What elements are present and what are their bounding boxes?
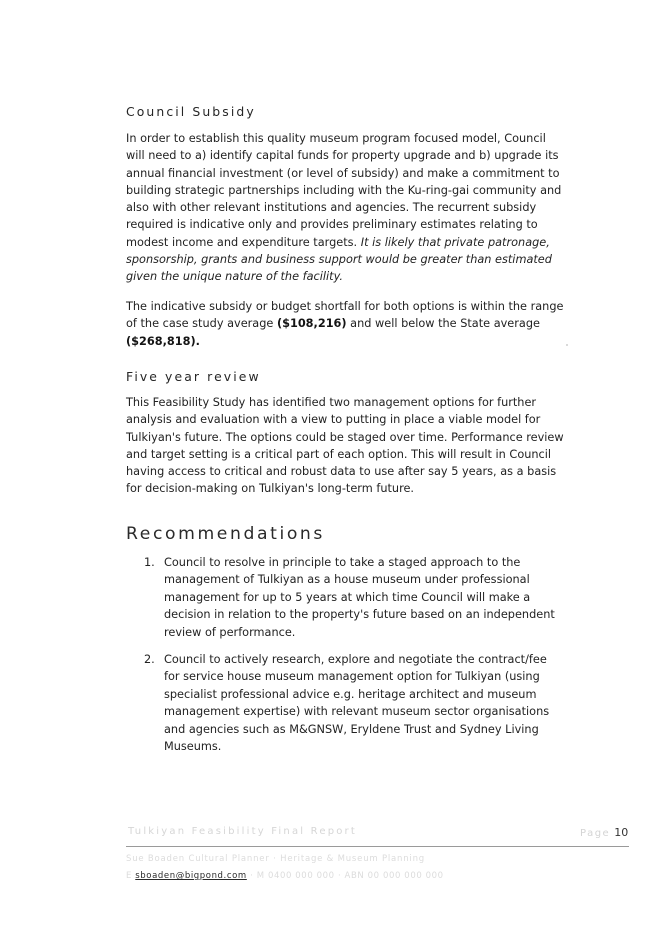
footer-divider (126, 846, 629, 847)
paragraph-italic-text: It is likely that private patronage, sponsorship, grants and business support would be greater than estimated given the unique nature of the facility. (126, 235, 552, 284)
section-heading-five-year-review: Five year review (126, 369, 261, 384)
footer-email-link[interactable]: sboaden@bigpond.com (135, 871, 247, 881)
state-average-value: ($268,818). (126, 334, 200, 348)
recommendation-number: 1. (144, 556, 155, 569)
recommendation-item-2 (126, 651, 566, 757)
footer-author-line: Sue Boaden Cultural Planner · Heritage & Museum Planning (126, 854, 425, 864)
recommendation-text: Council to actively research, explore and negotiate the contract/fee for service house museum management option for Tulkiyan (using specialist professional advice e.g. heritage architect and museum management expertise) with relevant museum sector organisations and agencies such as M&GNSW, Eryldene Trust and Sydney Living Museums. (164, 653, 550, 754)
footer-page-label: Page (580, 828, 611, 839)
footer-report-title: Tulkiyan Feasibility Final Report (128, 826, 357, 837)
paragraph-five-year-review: This Feasibility Study has identified two management options for further analysis and evaluation with a view to putting in place a viable model for Tulkiyan's future. The options could be staged over time. Performance review and target setting is a critical part of each option. This will result in Council having access to critical and robust data to use after say 5 years, as a basis for decision-making on Tulkiyan's long-term future. (126, 396, 564, 496)
paragraph-council-subsidy-2 (126, 298, 566, 350)
case-study-average-value: ($108,216) (276, 317, 347, 331)
paragraph-text: The indicative subsidy or budget shortfall for both options is within the range of the case study average (126, 300, 564, 331)
footer-contact-suffix: · M 0400 000 000 · ABN 00 000 000 000 (246, 871, 444, 881)
paragraph-council-subsidy-1 (126, 130, 566, 286)
recommendation-item-1 (126, 554, 566, 642)
section-heading-council-subsidy: Council Subsidy (126, 104, 256, 119)
paragraph-text: In order to establish this quality museum program focused model, Council will need to a) identify capital funds for property upgrade and b) upgrade its annual financial investment (or level of subsidy) and make a commitment to building strategic partnerships including with the Ku-ring-gai community and also with other relevant institutions and agencies. The recurrent subsidy required is indicative only and provides preliminary estimates relating to modest income and expenditure targets. (126, 132, 562, 249)
paragraph-text-mid: and well below the State average (346, 317, 540, 331)
recommendation-number: 2. (144, 653, 155, 666)
footer-page-number: 10 (614, 826, 629, 839)
scan-speck (566, 344, 568, 346)
footer-email-prefix: E (126, 871, 136, 881)
footer-page-indicator (580, 826, 628, 839)
recommendation-text: Council to resolve in principle to take a staged approach to the management of Tulkiyan as a house museum under professional management for up to 5 years at which time Council will make a decision in relation to the property's future based on an independent review of performance. (164, 556, 555, 639)
footer-contact-line (126, 871, 444, 881)
section-heading-recommendations: Recommendations (126, 524, 325, 544)
